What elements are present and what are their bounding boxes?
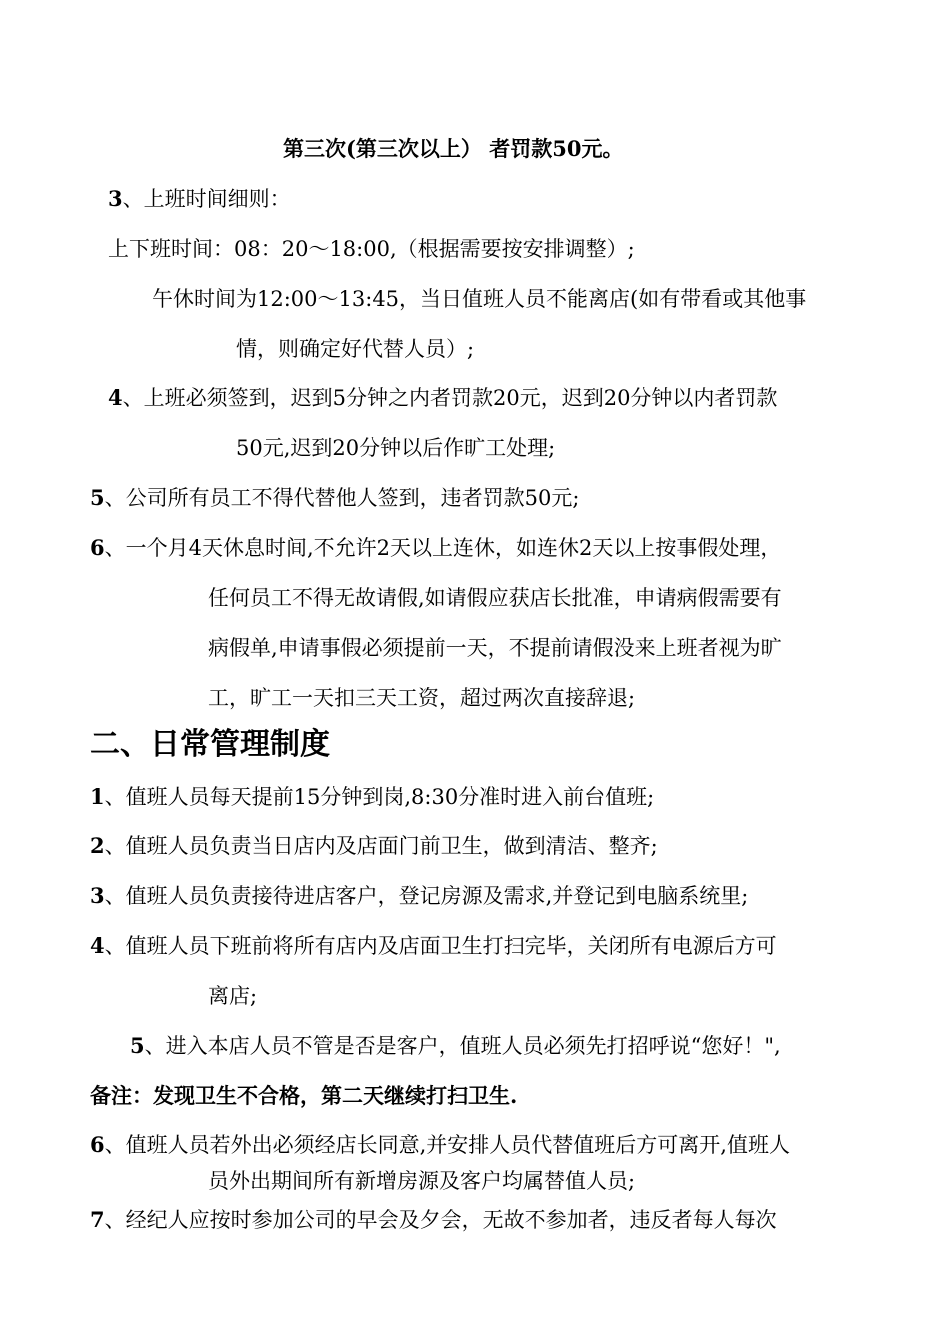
- daily-rule-7: [90, 1206, 777, 1234]
- rule-4-continued: 50元,迟到20分钟以后作旷工处理;: [236, 436, 556, 460]
- remark-line: 备注：发现卫生不合格，第二天继续打扫卫生.: [90, 1083, 518, 1108]
- rule-3-heading: [108, 185, 291, 213]
- rule-6-continued-1: 任何员工不得无故请假,如请假应获店长批准，申请病假需要有: [208, 586, 782, 610]
- rule-5: [90, 484, 579, 512]
- lunch-break-continued: 情，则确定好代替人员）;: [236, 337, 475, 361]
- rule-text: 、进入本店人员不管是否是客户，值班人员必须先打招呼说“您好！",: [144, 1034, 781, 1058]
- rule-number: 2: [90, 833, 105, 858]
- rule-number: 1: [90, 784, 105, 809]
- daily-rule-4: [90, 932, 777, 960]
- rule-4: [108, 384, 777, 412]
- rule-number: 3: [108, 186, 123, 211]
- rule-text: 、值班人员负责当日店内及店面门前卫生，做到清洁、整齐;: [104, 834, 658, 858]
- daily-rule-6: [90, 1131, 790, 1159]
- daily-rule-4-continued: 离店;: [208, 984, 258, 1008]
- rule-number: 4: [108, 385, 123, 410]
- rule-number: 3: [90, 883, 105, 908]
- work-hours-line: 上下班时间：08：20～18:00,（根据需要按安排调整）;: [108, 237, 635, 261]
- rule-number: 4: [90, 933, 105, 958]
- rule-6: [90, 534, 781, 562]
- daily-rule-6-continued: 员外出期间所有新增房源及客户均属替值人员;: [208, 1169, 636, 1193]
- daily-rule-2: [90, 832, 658, 860]
- rule-text: 、值班人员若外出必须经店长同意,并安排人员代替值班后方可离开,值班人: [104, 1133, 790, 1157]
- rule-number: 6: [90, 535, 105, 560]
- rule-number: 5: [90, 485, 105, 510]
- daily-rule-1: [90, 783, 654, 811]
- rule-number: 6: [90, 1132, 105, 1157]
- rule-text: 、一个月4天休息时间,不允许2天以上连休，如连休2天以上按事假处理，: [104, 536, 782, 560]
- lunch-break-line: 午休时间为12:00～13:45，当日值班人员不能离店(如有带看或其他事: [152, 287, 807, 311]
- rule-text: 、值班人员每天提前15分钟到岗,8:30分准时进入前台值班;: [104, 785, 655, 809]
- rule-text: 、值班人员负责接待进店客户，登记房源及需求,并登记到电脑系统里;: [104, 884, 749, 908]
- rule-number: 5: [130, 1033, 145, 1058]
- daily-rule-3: [90, 882, 748, 910]
- rule-6-continued-2: 病假单,申请事假必须提前一天，不提前请假没来上班者视为旷: [208, 636, 782, 660]
- rule-text: 、上班时间细则：: [122, 187, 291, 211]
- rule-text: 、值班人员下班前将所有店内及店面卫生打扫完毕，关闭所有电源后方可: [104, 934, 777, 958]
- penalty-third-line: 第三次(第三次以上） 者罚款50元。: [283, 136, 624, 161]
- rule-text: 、公司所有员工不得代替他人签到，违者罚款50元;: [104, 486, 580, 510]
- rule-text: 、经纪人应按时参加公司的早会及夕会，无故不参加者，违反者每人每次: [104, 1208, 777, 1232]
- rule-text: 、上班必须签到，迟到5分钟之内者罚款20元，迟到20分钟以内者罚款: [122, 386, 778, 410]
- daily-rule-5: [130, 1032, 781, 1060]
- section-heading-daily-management: 二、日常管理制度: [90, 727, 330, 762]
- rule-6-continued-3: 工，旷工一天扣三天工资，超过两次直接辞退;: [208, 686, 636, 710]
- rule-number: 7: [90, 1207, 105, 1232]
